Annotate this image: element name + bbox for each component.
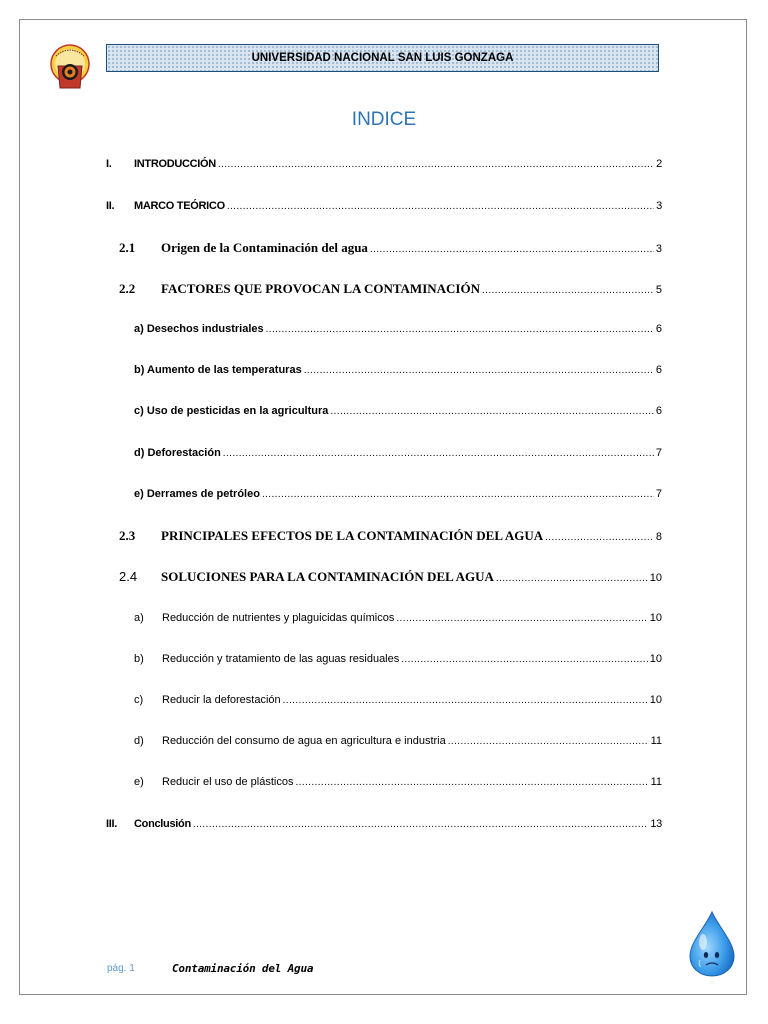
toc-entry-deforestacion[interactable] (134, 447, 662, 459)
toc-page: 10 (649, 612, 662, 624)
toc-leader (482, 285, 654, 296)
toc-label: PRINCIPALES EFECTOS DE LA CONTAMINACIÓN DEL AGUA (161, 528, 544, 543)
toc-leader (218, 159, 654, 170)
toc-entry-reduccion-tratamiento[interactable] (134, 653, 662, 665)
toc-number: 2.2 (119, 281, 136, 296)
toc-number: III. (106, 818, 118, 830)
toc-entry-desechos-industriales[interactable] (134, 323, 662, 335)
index-title: INDICE (351, 109, 417, 130)
toc-page: 6 (655, 405, 662, 417)
toc-page: 10 (649, 572, 662, 584)
toc-label: Reducir la deforestación (162, 694, 281, 706)
toc-page: 5 (655, 284, 662, 296)
toc-leader (283, 695, 648, 706)
toc-label: Origen de la Contaminación del agua (161, 240, 368, 255)
toc-page: 7 (655, 488, 662, 500)
toc-number: a) (134, 612, 144, 624)
toc-number: I. (106, 158, 112, 170)
toc-leader (227, 201, 654, 212)
toc-number: 2.4 (119, 569, 138, 584)
toc-page: 7 (655, 447, 662, 459)
toc-leader (496, 573, 648, 584)
toc-page: 6 (655, 323, 662, 335)
toc-leader (223, 448, 654, 459)
toc-label: Conclusión (134, 818, 191, 830)
toc-page: 6 (655, 364, 662, 376)
toc-label: Reducir el uso de plásticos (162, 776, 294, 788)
toc-leader (545, 532, 654, 543)
toc-label: c) Uso de pesticidas en la agricultura (134, 405, 329, 417)
toc-entry-reducir-deforestacion[interactable] (134, 694, 662, 706)
toc-leader (266, 324, 654, 335)
toc-leader (401, 654, 648, 665)
toc-leader (295, 777, 648, 788)
toc-label: FACTORES QUE PROVOCAN LA CONTAMINACIÓN (161, 281, 480, 296)
toc-page: 11 (650, 776, 662, 788)
toc-label: INTRODUCCIÓN (134, 158, 216, 170)
toc-page: 3 (655, 243, 662, 255)
toc-number: e) (134, 776, 144, 788)
toc-entry-conclusion[interactable] (106, 818, 662, 830)
university-header-banner (106, 44, 659, 72)
toc-entry-reducir-plasticos[interactable] (134, 776, 662, 788)
toc-leader (330, 406, 653, 417)
toc-entry-2-2[interactable] (119, 281, 662, 297)
toc-page: 3 (656, 200, 662, 212)
toc-entry-2-4[interactable] (119, 569, 662, 585)
toc-number: d) (134, 735, 144, 747)
toc-entry-2-3[interactable] (119, 528, 662, 544)
toc-entry-marco-teorico[interactable] (106, 200, 662, 212)
toc-label: e) Derrames de petróleo (134, 488, 260, 500)
toc-label: Reducción del consumo de agua en agricultura e industria (162, 735, 446, 747)
toc-page: 2 (656, 158, 662, 170)
toc-number: b) (134, 653, 144, 665)
toc-page: 10 (649, 694, 662, 706)
toc-number: 2.3 (119, 528, 136, 543)
toc-page: 13 (650, 818, 662, 830)
toc-leader (262, 489, 654, 500)
toc-entry-reduccion-consumo[interactable] (134, 735, 662, 747)
toc-entry-uso-pesticidas[interactable] (134, 405, 662, 417)
toc-leader (396, 613, 647, 624)
toc-label: Reducción de nutrientes y plaguicidas químicos (162, 612, 395, 624)
toc-leader (370, 244, 654, 255)
toc-label: Reducción y tratamiento de las aguas residuales (162, 653, 400, 665)
footer-page-number: pág. 1 (107, 963, 135, 974)
toc-number: II. (106, 200, 115, 212)
university-name: UNIVERSIDAD NACIONAL SAN LUIS GONZAGA (251, 52, 514, 64)
toc-label: SOLUCIONES PARA LA CONTAMINACIÓN DEL AGUA (161, 569, 494, 584)
footer-document-title: Contaminación del Agua (172, 962, 314, 975)
toc-page: 11 (650, 735, 662, 747)
toc-label: b) Aumento de las temperaturas (134, 364, 302, 376)
water-drop-icon (684, 908, 740, 980)
toc-leader (304, 365, 654, 376)
toc-entry-introduccion[interactable] (106, 158, 662, 170)
toc-label: d) Deforestación (134, 447, 221, 459)
toc-page: 10 (649, 653, 662, 665)
toc-page: 8 (655, 531, 662, 543)
toc-entry-2-1[interactable] (119, 240, 662, 256)
toc-entry-derrames-petroleo[interactable] (134, 488, 662, 500)
toc-label: MARCO TEÓRICO (134, 200, 225, 212)
toc-leader (448, 736, 649, 747)
toc-leader (193, 819, 648, 830)
toc-number: 2.1 (119, 240, 136, 255)
toc-entry-aumento-temperaturas[interactable] (134, 364, 662, 376)
university-seal-logo (44, 42, 96, 92)
toc-label: a) Desechos industriales (134, 323, 264, 335)
toc-entry-reduccion-nutrientes[interactable] (134, 612, 662, 624)
toc-number: c) (134, 694, 144, 706)
